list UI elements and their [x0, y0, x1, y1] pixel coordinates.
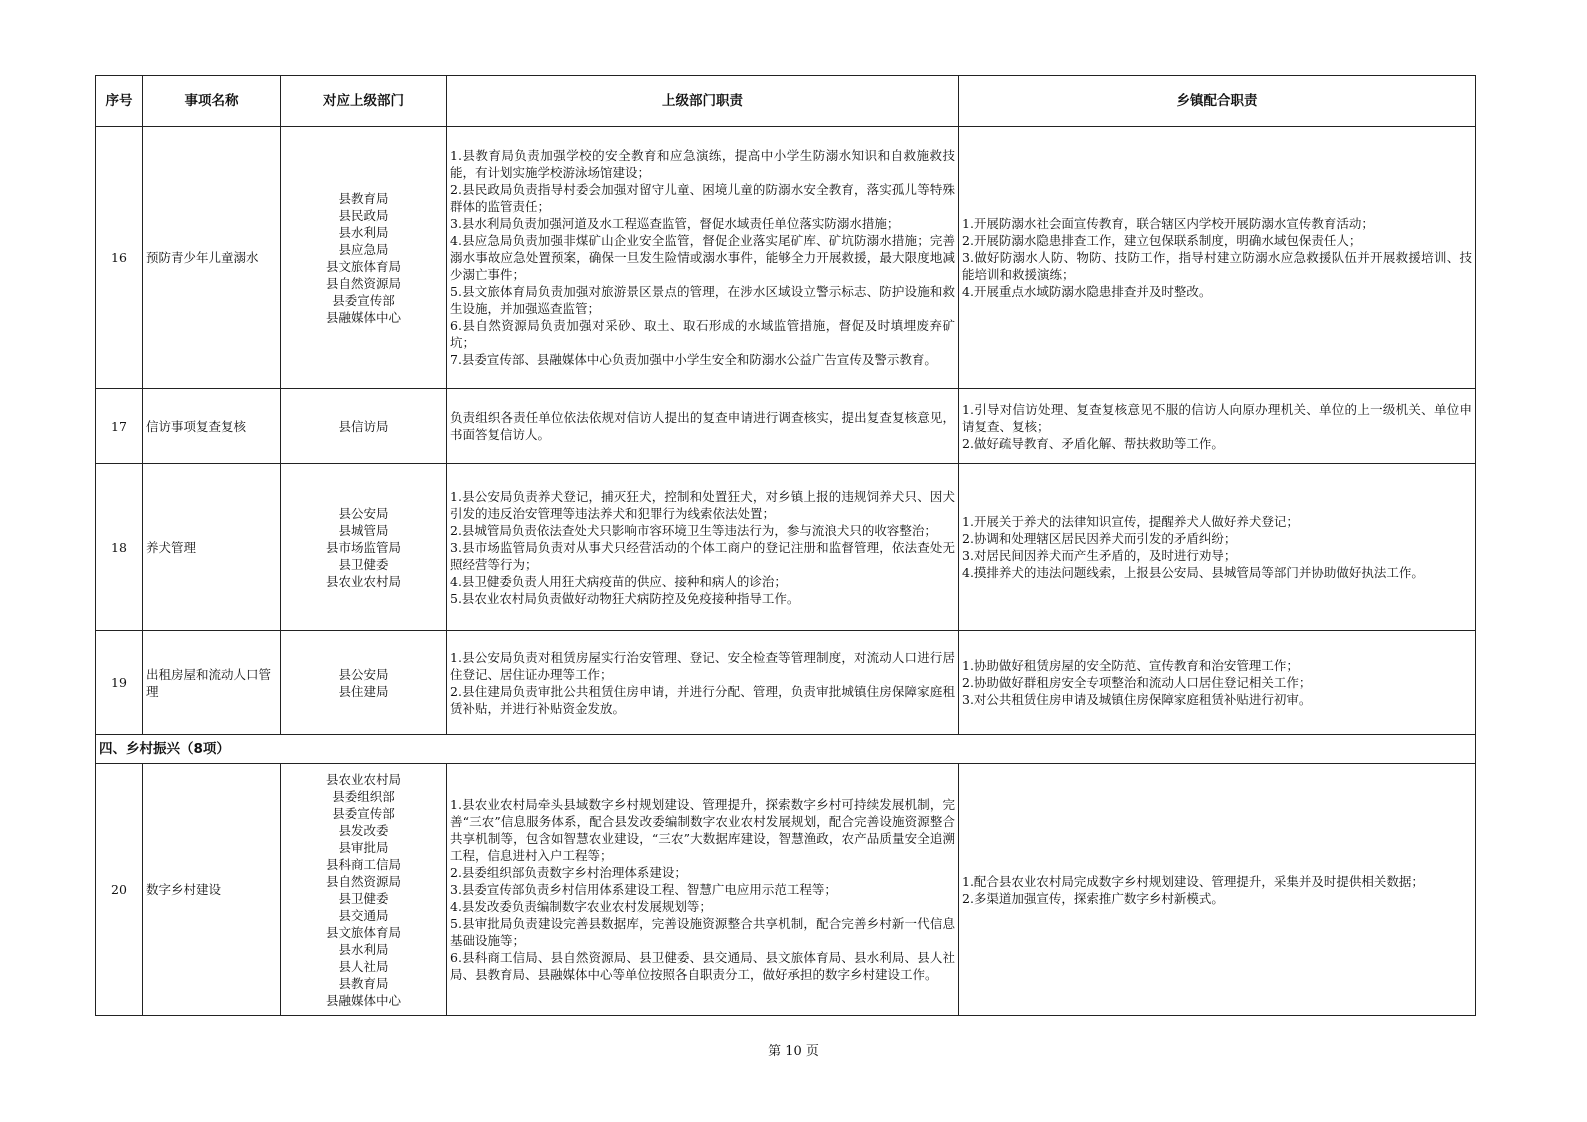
cell-no: 20	[96, 764, 143, 1016]
cell-line: 2.协调和处理辖区居民因养犬而引发的矛盾纠纷；	[962, 531, 1237, 546]
cell-duty	[447, 631, 959, 735]
header-row	[96, 76, 1476, 127]
cell-duty	[447, 464, 959, 631]
cell-line: 县自然资源局	[325, 275, 401, 291]
cell-dept	[281, 631, 447, 735]
header-duty: 上级部门职责	[447, 76, 959, 127]
cell-line: 1.县公安局负责养犬登记，捕灭狂犬，控制和处置狂犬，对乡镇上报的违规饲养犬只、因犬引发的违反治安管理等违法养犬和犯罪行为线索依法处置；	[450, 488, 955, 521]
cell-line: 县委组织部	[332, 788, 395, 804]
cell-dept	[281, 389, 447, 464]
cell-no: 17	[96, 389, 143, 464]
cell-line: 县文旅体育局	[325, 258, 401, 274]
cell-line: 4.县卫健委负责人用狂犬病疫苗的供应、接种和病人的诊治；	[450, 573, 787, 589]
page-number: 第 10 页	[768, 1044, 819, 1059]
cell-line: 1.县公安局负责对租赁房屋实行治安管理、登记、安全检查等管理制度，对流动人口进行居住登记、居住证办理等工作；	[450, 649, 955, 682]
cell-line: 县融媒体中心	[325, 309, 401, 325]
cell-line: 3.县委宣传部负责乡村信用体系建设工程、智慧广电应用示范工程等；	[450, 882, 837, 897]
cell-line: 县发改委	[338, 822, 389, 838]
cell-line: 3.县水利局负责加强河道及水工程巡查监管，督促水域责任单位落实防溺水措施；	[450, 216, 900, 231]
cell-line: 县卫健委	[338, 890, 389, 906]
cell-line: 县教育局	[338, 975, 389, 991]
header-name: 事项名称	[143, 76, 281, 127]
cell-line: 1.县教育局负责加强学校的安全教育和应急演练，提高中小学生防溺水知识和自救施救技能，有计划实施学校游泳场馆建设；	[450, 148, 955, 180]
cell-line: 1.引导对信访处理、复查复核意见不服的信访人向原办理机关、单位的上一级机关、单位申请复查、复核；	[962, 401, 1472, 434]
cell-duty	[447, 389, 959, 464]
cell-line: 6.县科商工信局、县自然资源局、县卫健委、县交通局、县文旅体育局、县水利局、县人社局、县教育局、县融媒体中心等单位按照各自职责分工，做好承担的数字乡村建设工作。	[450, 950, 955, 982]
cell-line: 7.县委宣传部、县融媒体中心负责加强中小学生安全和防溺水公益广告宣传及警示教育。	[450, 352, 937, 367]
header-no: 序号	[96, 76, 143, 127]
cell-line: 县城管局	[338, 522, 389, 538]
cell-line: 2.做好疏导教育、矛盾化解、帮扶救助等工作。	[962, 435, 1224, 451]
cell-line: 县住建局	[338, 683, 389, 699]
cell-line: 2.开展防溺水隐患排查工作，建立包保联系制度，明确水域包保责任人；	[962, 233, 1362, 248]
cell-line: 4.摸排养犬的违法问题线索，上报县公安局、县城管局等部门并协助做好执法工作。	[962, 565, 1424, 580]
cell-line: 县信访局	[338, 418, 389, 434]
cell-line: 县公安局	[338, 505, 389, 521]
cell-line: 县应急局	[338, 241, 389, 257]
cell-line: 县水利局	[338, 941, 389, 957]
cell-town	[959, 127, 1476, 389]
cell-line: 县卫健委	[338, 556, 389, 572]
cell-line: 1.开展防溺水社会面宣传教育，联合辖区内学校开展防溺水宣传教育活动；	[962, 216, 1374, 231]
cell-line: 县教育局	[338, 190, 389, 206]
cell-town	[959, 631, 1476, 735]
cell-line: 县融媒体中心	[325, 992, 401, 1008]
cell-line: 县农业农村局	[325, 573, 401, 589]
duty-table-sheet	[95, 75, 1475, 1016]
cell-line: 县文旅体育局	[325, 924, 401, 940]
cell-name: 信访事项复查复核	[143, 389, 281, 464]
cell-line: 5.县审批局负责建设完善县数据库，完善设施资源整合共享机制，配合完善乡村新一代信息基础设施等；	[450, 916, 955, 948]
cell-town	[959, 464, 1476, 631]
table-row	[96, 631, 1476, 735]
table-row	[96, 389, 1476, 464]
cell-town	[959, 764, 1476, 1016]
cell-line: 县公安局	[338, 666, 389, 682]
cell-line: 县审批局	[338, 839, 389, 855]
cell-line: 4.开展重点水域防溺水隐患排查并及时整改。	[962, 284, 1212, 299]
cell-duty	[447, 127, 959, 389]
cell-line: 县委宣传部	[332, 805, 395, 821]
cell-dept	[281, 127, 447, 389]
cell-line: 2.多渠道加强宣传，探索推广数字乡村新模式。	[962, 890, 1224, 906]
table-body	[96, 127, 1476, 1016]
cell-dept	[281, 764, 447, 1016]
header-dept: 对应上级部门	[281, 76, 447, 127]
cell-line: 3.县市场监管局负责对从事犬只经营活动的个体工商户的登记注册和监督管理，依法查处无照经营等行为；	[450, 539, 955, 572]
cell-name: 预防青少年儿童溺水	[143, 127, 281, 389]
cell-line: 2.县委组织部负责数字乡村治理体系建设；	[450, 865, 687, 880]
cell-line: 县水利局	[338, 224, 389, 240]
cell-line: 3.做好防溺水人防、物防、技防工作，指导村建立防溺水应急救援队伍并开展救援培训、技能培训和救援演练；	[962, 250, 1472, 282]
cell-duty	[447, 764, 959, 1016]
cell-line: 2.协助做好群租房安全专项整治和流动人口居住登记相关工作；	[962, 675, 1312, 690]
section-row	[96, 735, 1476, 764]
cell-name: 养犬管理	[143, 464, 281, 631]
cell-line: 5.县农业农村局负责做好动物狂犬病防控及免疫接种指导工作。	[450, 590, 800, 606]
cell-line: 县民政局	[338, 207, 389, 223]
table-row	[96, 127, 1476, 389]
cell-line: 5.县文旅体育局负责加强对旅游景区景点的管理，在涉水区域设立警示标志、防护设施和救生设施，并加强巡查监管；	[450, 284, 955, 316]
cell-name: 数字乡村建设	[143, 764, 281, 1016]
cell-line: 6.县自然资源局负责加强对采砂、取土、取石形成的水域监管措施，督促及时填埋废弃矿坑；	[450, 318, 955, 350]
cell-line: 2.县民政局负责指导村委会加强对留守儿童、困境儿童的防溺水安全教育，落实孤儿等特殊群体的监管责任；	[450, 182, 955, 214]
duty-table	[95, 75, 1476, 1016]
cell-line: 县人社局	[338, 958, 389, 974]
cell-line: 4.县应急局负责加强非煤矿山企业安全监管，督促企业落实尾矿库、矿坑防溺水措施；完善溺水事故应急处置预案，确保一旦发生险情或溺水事件，能够全力开展救援，最大限度地减少溺亡事件；	[450, 233, 955, 282]
cell-line: 县科商工信局	[325, 856, 401, 872]
section-title: 四、乡村振兴（8项）	[96, 735, 1476, 764]
cell-line: 1.协助做好租赁房屋的安全防范、宣传教育和治安管理工作；	[962, 658, 1299, 673]
cell-line: 1.县农业农村局牵头县域数字乡村规划建设、管理提升，探索数字乡村可持续发展机制，完善“三农”信息服务体系，配合县发改委编制数字农业农村发展规划，配合完善设施资源整合共享机制等，包含如智慧农业建设，“三农”大数据库建设，智慧渔政，农产品质量安全追溯工程，信息进村入户工程等；	[450, 797, 955, 863]
cell-line: 县农业农村局	[325, 771, 401, 787]
cell-line: 2.县城管局负责依法查处犬只影响市容环境卫生等违法行为，参与流浪犬只的收容整治；	[450, 522, 937, 538]
cell-dept	[281, 464, 447, 631]
cell-line: 县委宣传部	[332, 292, 395, 308]
cell-line: 3.对公共租赁住房申请及城镇住房保障家庭租赁补贴进行初审。	[962, 692, 1312, 707]
cell-line: 负责组织各责任单位依法依规对信访人提出的复查申请进行调查核实，提出复查复核意见，书面答复信访人。	[450, 410, 955, 442]
cell-no: 18	[96, 464, 143, 631]
cell-line: 2.县住建局负责审批公共租赁住房申请，并进行分配、管理，负责审批城镇住房保障家庭租赁补贴，并进行补贴资金发放。	[450, 683, 955, 716]
table-row	[96, 764, 1476, 1016]
cell-line: 县自然资源局	[325, 873, 401, 889]
cell-line: 1.开展关于养犬的法律知识宣传，提醒养犬人做好养犬登记；	[962, 514, 1299, 529]
cell-line: 1.配合县农业农村局完成数字乡村规划建设、管理提升，采集并及时提供相关数据；	[962, 873, 1424, 889]
cell-line: 3.对居民间因养犬而产生矛盾的，及时进行劝导；	[962, 548, 1237, 563]
table-row	[96, 464, 1476, 631]
cell-no: 19	[96, 631, 143, 735]
cell-line: 4.县发改委负责编制数字农业农村发展规划等；	[450, 899, 712, 914]
cell-town	[959, 389, 1476, 464]
cell-no: 16	[96, 127, 143, 389]
cell-line: 县交通局	[338, 907, 389, 923]
cell-line: 县市场监管局	[325, 539, 401, 555]
header-town: 乡镇配合职责	[959, 76, 1476, 127]
cell-name: 出租房屋和流动人口管理	[143, 631, 281, 735]
